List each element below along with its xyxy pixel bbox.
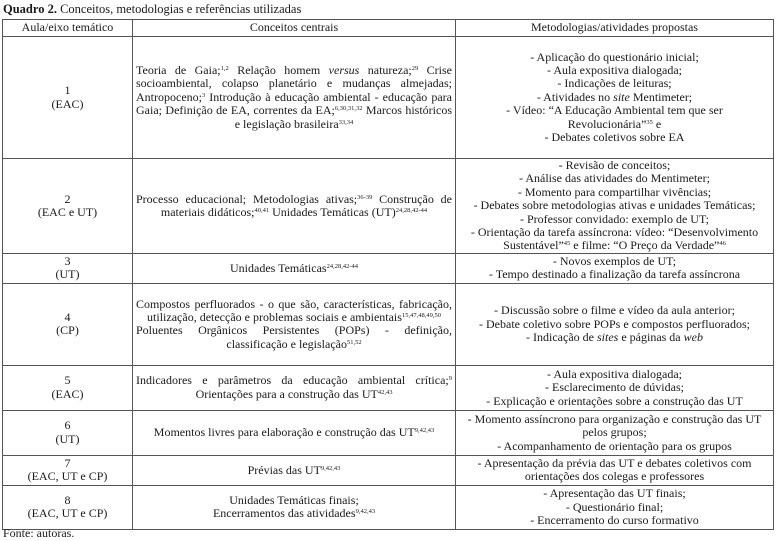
reference-superscript: 15,47,48,49,50 bbox=[401, 311, 441, 319]
methodology-item: - Novos exemplos de UT; bbox=[552, 253, 677, 268]
table-row bbox=[3, 283, 774, 365]
reference-superscript: 1,2 bbox=[220, 64, 229, 72]
table-row bbox=[3, 37, 774, 159]
methodology-item: - Momento para compartilhar vivências; bbox=[517, 184, 712, 199]
methodology-item: - Tempo destinado a finalização da tarefa assíncrona bbox=[488, 267, 741, 282]
table-row bbox=[3, 159, 774, 254]
reference-superscript: 6,30,31,32 bbox=[334, 105, 363, 113]
methodology-item: Sustentável”$^{45}$ e filme: “O Preço da Verdade”$^{46}$ bbox=[503, 238, 726, 253]
reference-superscript: 36-39 bbox=[357, 193, 373, 201]
aula-eixo: (EAC) bbox=[51, 96, 84, 111]
cell-metodologias bbox=[456, 37, 774, 159]
reference-superscript: 24,28,42-44 bbox=[395, 206, 428, 214]
caption-label: Quadro 2. bbox=[3, 2, 57, 16]
italic-text: web bbox=[683, 330, 703, 345]
methodology-item: pelos grupos; bbox=[582, 425, 647, 440]
methodology-item: - Apresentação das UT finais; bbox=[543, 486, 686, 501]
aula-number: 1 bbox=[64, 83, 71, 98]
methodology-item: - Aplicação do questionário inicial; bbox=[530, 49, 699, 64]
table-row bbox=[3, 455, 774, 485]
reference-superscript: 9,42,43 bbox=[320, 464, 341, 472]
cell-conceitos: Compostos perfluorados - o que são, características, fabricação, utilização, detecção e problemas sociais e ambientais$^{15,47,48,49,50}$ Poluentes Orgânicos Persistentes (POPs) - definição, classificação e legislação$^{51,52}$ bbox=[133, 283, 456, 365]
cell-aula bbox=[3, 365, 133, 410]
table-caption bbox=[3, 2, 301, 16]
cell-conceitos: Indicadores e parâmetros da educação ambiental crítica;$^9$ Orientações para a construção das UT$^{42,43}$ bbox=[133, 365, 456, 410]
reference-superscript: 33,34 bbox=[338, 118, 354, 126]
methodology-item: - Atividades no site Mentimeter; bbox=[536, 89, 693, 104]
cell-conceitos: Unidades Temáticas$^{24,28,42-44}$ bbox=[133, 253, 456, 283]
cell-metodologias bbox=[456, 253, 774, 283]
methodology-item: - Momento assíncrono para organização e construção das UT bbox=[467, 411, 762, 426]
table-source: Fonte: autoras. bbox=[3, 526, 75, 540]
header-row bbox=[3, 20, 774, 37]
methodology-item: - Revisão de conceitos; bbox=[558, 158, 671, 172]
cell-metodologias bbox=[456, 365, 774, 410]
methodology-item: - Aula expositiva dialogada; bbox=[547, 62, 682, 77]
aula-number: 4 bbox=[64, 309, 71, 324]
methodology-item: - Discussão sobre o filme e vídeo da aula anterior; bbox=[494, 303, 735, 318]
italic-text: site bbox=[613, 89, 630, 104]
methodology-item: - Indicação de sites e páginas da web bbox=[526, 330, 703, 345]
italic-text: sites bbox=[596, 330, 619, 345]
aula-number: 8 bbox=[64, 492, 71, 507]
aula-number: 6 bbox=[64, 418, 71, 433]
methodology-item: Revolucionária”$^{35}$ e bbox=[567, 116, 662, 131]
cell-aula bbox=[3, 159, 133, 254]
aula-number: 2 bbox=[64, 191, 71, 206]
reference-superscript: 9 bbox=[448, 375, 452, 383]
table-row bbox=[3, 410, 774, 455]
reference-superscript: 24,28,42-44 bbox=[326, 262, 358, 270]
cell-aula bbox=[3, 253, 133, 283]
cell-aula bbox=[3, 37, 133, 159]
cell-metodologias bbox=[456, 455, 774, 485]
aula-eixo: (EAC, UT e CP) bbox=[27, 506, 108, 521]
aula-eixo: (UT) bbox=[55, 431, 80, 446]
reference-superscript: 35 bbox=[646, 118, 653, 126]
aula-eixo: (CP) bbox=[56, 323, 79, 338]
methodology-item: - Acompanhamento de orientação para os grupos bbox=[497, 438, 732, 453]
table-row bbox=[3, 485, 774, 529]
cell-aula bbox=[3, 410, 133, 455]
methodology-item: orientações dos colegas e professores bbox=[524, 469, 705, 484]
reference-superscript: 42,43 bbox=[377, 388, 393, 396]
reference-superscript: 29 bbox=[411, 64, 419, 72]
reference-superscript: 46 bbox=[719, 240, 726, 248]
methodology-item: - Encerramento do curso formativo bbox=[530, 513, 699, 528]
methodology-item: - Debate coletivo sobre POPs e compostos perfluorados; bbox=[479, 316, 750, 331]
cell-aula bbox=[3, 485, 133, 529]
reference-superscript: 9,42,43 bbox=[414, 427, 435, 435]
methodology-item: - Esclarecimento de dúvidas; bbox=[545, 380, 684, 395]
reference-superscript: 45 bbox=[563, 240, 571, 248]
reference-superscript: 3 bbox=[201, 91, 206, 99]
aula-number: 7 bbox=[64, 455, 71, 470]
methodology-item: - Vídeo: “A Educação Ambiental tem que ser bbox=[506, 103, 723, 118]
aula-number: 3 bbox=[64, 253, 71, 268]
cell-conceitos: Prévias das UT$^{9,42,43}$ bbox=[133, 455, 456, 485]
cell-conceitos: Momentos livres para elaboração e construção das UT$^{9,42,43}$ bbox=[133, 410, 456, 455]
methodology-item: - Orientação da tarefa assíncrona: vídeo: “Desenvolvimento bbox=[470, 225, 759, 240]
header-metodologias: Metodologias/atividades propostas bbox=[456, 20, 774, 37]
caption-text: Conceitos, metodologias e referências utilizadas bbox=[56, 2, 302, 16]
italic-text: versus bbox=[328, 62, 360, 77]
aula-eixo: (UT) bbox=[55, 267, 80, 282]
methodology-item: - Apresentação da prévia das UT e debates coletivos com bbox=[477, 455, 752, 470]
aula-number: 5 bbox=[64, 373, 71, 388]
header-conceitos: Conceitos centrais bbox=[133, 20, 456, 37]
table-row bbox=[3, 365, 774, 410]
methodology-item: - Debates sobre metodologias ativas e unidades Temáticas; bbox=[473, 198, 756, 213]
reference-superscript: 51,52 bbox=[346, 338, 362, 346]
reference-superscript: 40,41 bbox=[254, 206, 270, 214]
table-row bbox=[3, 253, 774, 283]
header-aula: Aula/eixo temático bbox=[3, 20, 133, 37]
cell-metodologias bbox=[456, 410, 774, 455]
aula-eixo: (EAC, UT e CP) bbox=[27, 469, 108, 484]
cell-metodologias bbox=[456, 159, 774, 254]
cell-metodologias bbox=[456, 485, 774, 529]
methodology-item: - Debates coletivos sobre EA bbox=[544, 130, 685, 145]
cell-aula bbox=[3, 455, 133, 485]
cell-metodologias bbox=[456, 283, 774, 365]
methodology-item: - Professor convidado: exemplo de UT; bbox=[520, 211, 709, 226]
aula-eixo: (EAC e UT) bbox=[37, 204, 98, 219]
reference-superscript: 9,42,43 bbox=[355, 508, 376, 516]
cell-aula bbox=[3, 283, 133, 365]
cell-conceitos: Teoria de Gaia;$^{1,2}$ Relação homem versus natureza;$^{29}$ Crise socioambiental, colapso planetário e mudanças almejadas; Antropoceno;$^3$ Introdução à educação ambiental - educação para Gaia; Definição de EA, correntes da EA;$^{6,30,31,32}$ Marcos históricos e legislação brasileira$^{33,34}$ bbox=[133, 37, 456, 159]
methodology-item: - Aula expositiva dialogada; bbox=[547, 366, 682, 381]
quadro-table bbox=[2, 19, 774, 530]
cell-conceitos: Unidades Temáticas finais; Encerramentos das atividades$^{9,42,43}$ bbox=[133, 485, 456, 529]
methodology-item: - Explicação e orientações sobre a construção das UT bbox=[486, 393, 743, 408]
aula-eixo: (EAC) bbox=[51, 386, 84, 401]
cell-conceitos: Processo educacional; Metodologias ativas;$^{36-39}$ Construção de materiais didáticos;$^{40,41}$ Unidades Temáticas (UT)$^{24,28,42-44}$ bbox=[133, 159, 456, 254]
methodology-item: - Questionário final; bbox=[565, 499, 664, 514]
methodology-item: - Análise das atividades do Mentimeter; bbox=[519, 171, 710, 186]
methodology-item: - Indicações de leituras; bbox=[557, 76, 672, 91]
